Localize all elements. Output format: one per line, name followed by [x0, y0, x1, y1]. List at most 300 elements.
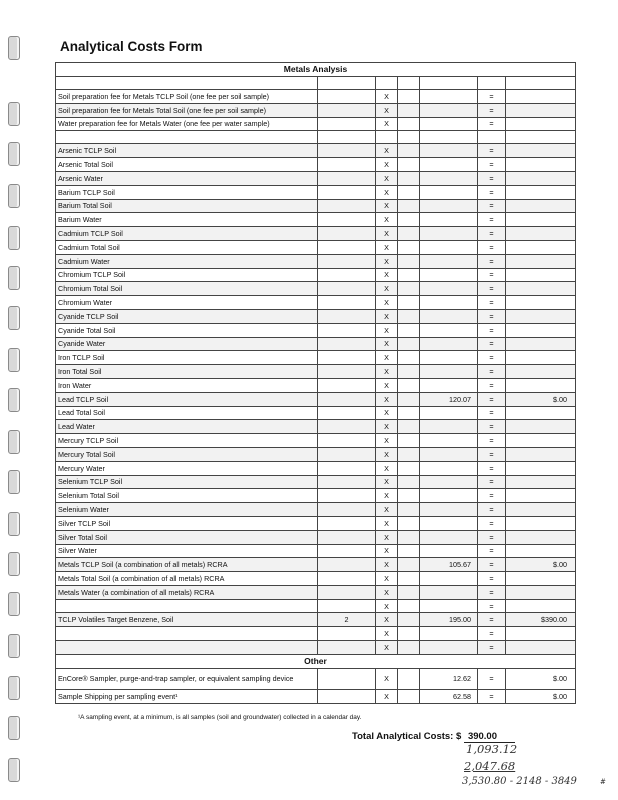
multiply-cell: X — [376, 641, 398, 655]
spacer-cell — [478, 131, 506, 144]
multiply-cell: X — [376, 599, 398, 613]
multiply-cell: X — [376, 185, 398, 199]
analyte-label: Arsenic TCLP Soil — [56, 144, 318, 158]
spacer-cell — [420, 131, 478, 144]
table-row — [56, 351, 576, 365]
section-header-other — [56, 654, 576, 668]
unit-price-cell — [420, 599, 478, 613]
total-cell — [506, 90, 576, 104]
table-row — [56, 406, 576, 420]
binder-hole — [8, 716, 20, 740]
spacer-cell — [398, 309, 420, 323]
quantity-cell — [318, 668, 376, 689]
table-row — [56, 475, 576, 489]
multiply-cell: X — [376, 351, 398, 365]
total-cell — [506, 171, 576, 185]
equals-cell: = — [478, 171, 506, 185]
total-cell — [506, 641, 576, 655]
analyte-label: Metals Water (a combination of all metals) RCRA — [56, 585, 318, 599]
multiply-cell: X — [376, 158, 398, 172]
analyte-label: Mercury Total Soil — [56, 447, 318, 461]
analyte-label — [56, 627, 318, 641]
quantity-cell — [318, 254, 376, 268]
quantity-cell — [318, 309, 376, 323]
spacer-cell — [398, 585, 420, 599]
quantity-cell — [318, 103, 376, 117]
handwritten-sum-2: 2,047.68 — [464, 759, 516, 773]
analyte-label: Chromium Total Soil — [56, 282, 318, 296]
unit-price-cell: 120.07 — [420, 392, 478, 406]
multiply-cell: X — [376, 296, 398, 310]
table-row — [56, 530, 576, 544]
equals-cell: = — [478, 447, 506, 461]
multiply-cell: X — [376, 378, 398, 392]
spacer-row — [56, 131, 576, 144]
unit-price-cell — [420, 585, 478, 599]
binder-hole — [8, 512, 20, 536]
analyte-label: Soil preparation fee for Metals Total Soil (one fee per soil sample) — [56, 103, 318, 117]
equals-cell: = — [478, 585, 506, 599]
table-row — [56, 434, 576, 448]
spacer-cell — [56, 131, 318, 144]
multiply-cell: X — [376, 489, 398, 503]
table-row — [56, 296, 576, 310]
total-cell — [506, 489, 576, 503]
quantity-cell — [318, 489, 376, 503]
analyte-label: Cadmium TCLP Soil — [56, 227, 318, 241]
spacer-cell — [398, 420, 420, 434]
quantity-cell — [318, 185, 376, 199]
table-row — [56, 378, 576, 392]
analyte-label: Barium TCLP Soil — [56, 185, 318, 199]
quantity-cell — [318, 503, 376, 517]
table-row — [56, 323, 576, 337]
multiply-cell: X — [376, 144, 398, 158]
analyte-label: Barium Water — [56, 213, 318, 227]
binder-hole — [8, 430, 20, 454]
quantity-cell — [318, 323, 376, 337]
spacer-cell — [506, 131, 576, 144]
table-row — [56, 503, 576, 517]
analyte-label: Cyanide Total Soil — [56, 323, 318, 337]
binder-hole — [8, 634, 20, 658]
total-cell — [506, 599, 576, 613]
spacer-cell — [398, 90, 420, 104]
unit-price-cell — [420, 530, 478, 544]
spacer-cell — [398, 558, 420, 572]
quantity-cell — [318, 641, 376, 655]
analyte-label: Chromium TCLP Soil — [56, 268, 318, 282]
analyte-label: Barium Total Soil — [56, 199, 318, 213]
quantity-cell — [318, 572, 376, 586]
multiply-cell: X — [376, 199, 398, 213]
section-header-metals — [56, 63, 576, 77]
multiply-cell: X — [376, 585, 398, 599]
equals-cell: = — [478, 144, 506, 158]
spacer-cell — [398, 268, 420, 282]
total-cell — [506, 627, 576, 641]
binder-hole — [8, 592, 20, 616]
quantity-cell — [318, 544, 376, 558]
quantity-cell — [318, 144, 376, 158]
binder-hole — [8, 226, 20, 250]
quantity-cell — [318, 530, 376, 544]
table-row — [56, 599, 576, 613]
binder-hole — [8, 388, 20, 412]
analyte-label: Lead TCLP Soil — [56, 392, 318, 406]
spacer-cell — [398, 158, 420, 172]
unit-price-cell — [420, 103, 478, 117]
equals-cell: = — [478, 240, 506, 254]
quantity-cell — [318, 296, 376, 310]
unit-price-cell — [420, 185, 478, 199]
equals-cell: = — [478, 323, 506, 337]
total-cell — [506, 296, 576, 310]
equals-cell: = — [478, 668, 506, 689]
total-cell: $.00 — [506, 668, 576, 689]
table-row — [56, 668, 576, 689]
total-cell — [506, 572, 576, 586]
handwritten-sum-1: 1,093.12 — [466, 742, 518, 756]
unit-price-cell — [420, 365, 478, 379]
total-cell — [506, 103, 576, 117]
total-cell: $.00 — [506, 558, 576, 572]
equals-cell: = — [478, 420, 506, 434]
table-row — [56, 627, 576, 641]
analyte-label: Cadmium Total Soil — [56, 240, 318, 254]
unit-price-cell — [420, 240, 478, 254]
spacer-cell — [398, 282, 420, 296]
spacer-cell — [398, 378, 420, 392]
equals-cell: = — [478, 158, 506, 172]
unit-price-cell — [420, 489, 478, 503]
total-cell — [506, 185, 576, 199]
total-currency: $ — [456, 731, 462, 742]
table-row — [56, 213, 576, 227]
total-cell — [506, 117, 576, 131]
multiply-cell: X — [376, 213, 398, 227]
spacer-cell — [398, 254, 420, 268]
multiply-cell: X — [376, 240, 398, 254]
unit-price-cell — [420, 406, 478, 420]
total-cell — [506, 268, 576, 282]
equals-cell: = — [478, 351, 506, 365]
total-cell — [506, 323, 576, 337]
spacer-cell — [398, 323, 420, 337]
table-row — [56, 171, 576, 185]
multiply-cell: X — [376, 309, 398, 323]
table-row — [56, 309, 576, 323]
binder-hole — [8, 142, 20, 166]
equals-cell: = — [478, 613, 506, 627]
equals-cell: = — [478, 296, 506, 310]
analyte-label: Selenium Water — [56, 503, 318, 517]
multiply-cell: X — [376, 323, 398, 337]
table-row — [56, 613, 576, 627]
multiply-cell: X — [376, 434, 398, 448]
spacer-cell — [398, 199, 420, 213]
binder-hole — [8, 470, 20, 494]
quantity-cell — [318, 406, 376, 420]
unit-price-cell: 12.62 — [420, 668, 478, 689]
analyte-label: Arsenic Total Soil — [56, 158, 318, 172]
spacer-cell — [398, 544, 420, 558]
equals-cell: = — [478, 103, 506, 117]
unit-price-cell — [420, 572, 478, 586]
spacer-cell — [398, 489, 420, 503]
quantity-cell: 2 — [318, 613, 376, 627]
multiply-cell: X — [376, 365, 398, 379]
unit-price-cell — [420, 503, 478, 517]
analyte-label — [56, 599, 318, 613]
total-cell — [506, 447, 576, 461]
spacer-cell — [398, 613, 420, 627]
quantity-cell — [318, 199, 376, 213]
total-cell — [506, 544, 576, 558]
quantity-cell — [318, 337, 376, 351]
spacer-cell — [398, 365, 420, 379]
total-cell — [506, 213, 576, 227]
total-cell — [506, 309, 576, 323]
unit-price-cell — [420, 378, 478, 392]
analyte-label: Sample Shipping per sampling event¹ — [56, 689, 318, 703]
equals-cell: = — [478, 282, 506, 296]
page-title: Analytical Costs Form — [60, 39, 203, 54]
equals-cell: = — [478, 392, 506, 406]
multiply-cell: X — [376, 337, 398, 351]
total-value: 390.00 — [464, 731, 515, 743]
table-row — [56, 185, 576, 199]
analyte-label: Lead Total Soil — [56, 406, 318, 420]
quantity-cell — [318, 599, 376, 613]
spacer-cell — [398, 240, 420, 254]
quantity-cell — [318, 434, 376, 448]
binder-hole — [8, 266, 20, 290]
quantity-cell — [318, 240, 376, 254]
analyte-label: Selenium TCLP Soil — [56, 475, 318, 489]
analyte-label: Arsenic Water — [56, 171, 318, 185]
table-row — [56, 585, 576, 599]
spacer-cell — [398, 434, 420, 448]
spacer-cell — [398, 530, 420, 544]
multiply-cell: X — [376, 420, 398, 434]
spacer-cell — [398, 131, 420, 144]
quantity-cell — [318, 516, 376, 530]
spacer-cell — [398, 516, 420, 530]
quantity-cell — [318, 117, 376, 131]
multiply-cell: X — [376, 117, 398, 131]
binder-hole — [8, 184, 20, 208]
analytical-costs-table — [55, 62, 576, 704]
multiply-cell: X — [376, 103, 398, 117]
total-cell — [506, 282, 576, 296]
table-row — [56, 461, 576, 475]
table-row — [56, 240, 576, 254]
multiply-cell: X — [376, 254, 398, 268]
unit-price-cell — [420, 309, 478, 323]
table-row — [56, 544, 576, 558]
analyte-label: TCLP Volatiles Target Benzene, Soil — [56, 613, 318, 627]
total-cell — [506, 254, 576, 268]
table-row — [56, 516, 576, 530]
table-row — [56, 447, 576, 461]
spacer-cell — [398, 392, 420, 406]
total-cell — [506, 158, 576, 172]
quantity-cell — [318, 689, 376, 703]
total-cell — [506, 420, 576, 434]
analyte-label: Mercury TCLP Soil — [56, 434, 318, 448]
total-cell — [506, 503, 576, 517]
unit-price-cell — [420, 296, 478, 310]
analyte-label: Iron TCLP Soil — [56, 351, 318, 365]
analyte-label: Selenium Total Soil — [56, 489, 318, 503]
analyte-label: Iron Total Soil — [56, 365, 318, 379]
total-cell — [506, 199, 576, 213]
quantity-cell — [318, 627, 376, 641]
unit-price-cell — [420, 254, 478, 268]
multiply-cell: X — [376, 268, 398, 282]
analyte-label: Silver Water — [56, 544, 318, 558]
spacer-cell — [398, 171, 420, 185]
equals-cell: = — [478, 558, 506, 572]
total-cell — [506, 434, 576, 448]
analyte-label: Chromium Water — [56, 296, 318, 310]
unit-price-cell: 105.67 — [420, 558, 478, 572]
unit-price-cell — [420, 323, 478, 337]
unit-price-cell — [420, 213, 478, 227]
binder-hole — [8, 758, 20, 782]
multiply-cell: X — [376, 627, 398, 641]
quantity-cell — [318, 420, 376, 434]
analyte-label: Water preparation fee for Metals Water (one fee per water sample) — [56, 117, 318, 131]
analyte-label: Metals TCLP Soil (a combination of all metals) RCRA — [56, 558, 318, 572]
equals-cell: = — [478, 337, 506, 351]
multiply-cell: X — [376, 90, 398, 104]
unit-price-cell — [420, 461, 478, 475]
equals-cell: = — [478, 406, 506, 420]
handwritten-sum-3: 3,530.80 - 2148 - 3849 — [462, 776, 577, 787]
analyte-label: Iron Water — [56, 378, 318, 392]
multiply-cell: X — [376, 668, 398, 689]
binder-hole — [8, 676, 20, 700]
analyte-label — [56, 641, 318, 655]
equals-cell: = — [478, 599, 506, 613]
binder-hole — [8, 306, 20, 330]
multiply-cell: X — [376, 447, 398, 461]
analyte-label: Lead Water — [56, 420, 318, 434]
total-cell — [506, 475, 576, 489]
table-row — [56, 199, 576, 213]
multiply-cell: X — [376, 461, 398, 475]
total-cell — [506, 365, 576, 379]
equals-cell: = — [478, 503, 506, 517]
total-cell: $.00 — [506, 689, 576, 703]
spacer-cell — [398, 185, 420, 199]
analyte-label: Cadmium Water — [56, 254, 318, 268]
unit-price-cell — [420, 199, 478, 213]
quantity-cell — [318, 282, 376, 296]
quantity-cell — [318, 158, 376, 172]
spacer-cell — [398, 641, 420, 655]
quantity-cell — [318, 447, 376, 461]
quantity-cell — [318, 351, 376, 365]
spacer-cell — [398, 227, 420, 241]
total-cell: $.00 — [506, 392, 576, 406]
total-cell — [506, 337, 576, 351]
analyte-label: EnCore® Sampler, purge-and-trap sampler, or equivalent sampling device — [56, 668, 318, 689]
total-cell — [506, 240, 576, 254]
quantity-cell — [318, 392, 376, 406]
table-row — [56, 117, 576, 131]
unit-price-cell — [420, 282, 478, 296]
table-row — [56, 641, 576, 655]
spacer-cell — [398, 627, 420, 641]
spacer-cell — [398, 296, 420, 310]
unit-price-cell — [420, 475, 478, 489]
spacer-cell — [398, 475, 420, 489]
section-title: Metals Analysis — [56, 63, 576, 77]
unit-price-cell — [420, 90, 478, 104]
unit-price-cell — [420, 447, 478, 461]
equals-cell: = — [478, 530, 506, 544]
analyte-label: Cyanide Water — [56, 337, 318, 351]
multiply-cell: X — [376, 227, 398, 241]
table-row — [56, 282, 576, 296]
equals-cell: = — [478, 475, 506, 489]
multiply-cell: X — [376, 613, 398, 627]
analyte-label: Silver TCLP Soil — [56, 516, 318, 530]
total-cell — [506, 406, 576, 420]
footnote: ¹A sampling event, at a minimum, is all samples (soil and groundwater) collected in a calendar day. — [78, 714, 362, 721]
total-cell — [506, 227, 576, 241]
table-row — [56, 254, 576, 268]
equals-cell: = — [478, 689, 506, 703]
unit-price-cell: 62.58 — [420, 689, 478, 703]
total-cell — [506, 144, 576, 158]
table-row — [56, 337, 576, 351]
quantity-cell — [318, 268, 376, 282]
spacer-cell — [398, 406, 420, 420]
multiply-cell: X — [376, 406, 398, 420]
equals-cell: = — [478, 641, 506, 655]
table-row — [56, 392, 576, 406]
table-row — [56, 103, 576, 117]
unit-price-cell — [420, 420, 478, 434]
multiply-cell: X — [376, 475, 398, 489]
unit-price-cell — [420, 627, 478, 641]
equals-cell: = — [478, 627, 506, 641]
spacer-cell — [398, 447, 420, 461]
table-row — [56, 420, 576, 434]
total-label: Total Analytical Costs: — [352, 731, 454, 742]
unit-price-cell — [420, 351, 478, 365]
binder-hole — [8, 552, 20, 576]
equals-cell: = — [478, 489, 506, 503]
quantity-cell — [318, 378, 376, 392]
total-cell — [506, 461, 576, 475]
multiply-cell: X — [376, 392, 398, 406]
handwritten-scribble: # — [600, 778, 606, 786]
total-cell — [506, 378, 576, 392]
spacer-cell — [376, 131, 398, 144]
total-cell — [506, 516, 576, 530]
table-row — [56, 572, 576, 586]
table-row — [56, 489, 576, 503]
quantity-cell — [318, 585, 376, 599]
table-row — [56, 268, 576, 282]
multiply-cell: X — [376, 171, 398, 185]
quantity-cell — [318, 558, 376, 572]
